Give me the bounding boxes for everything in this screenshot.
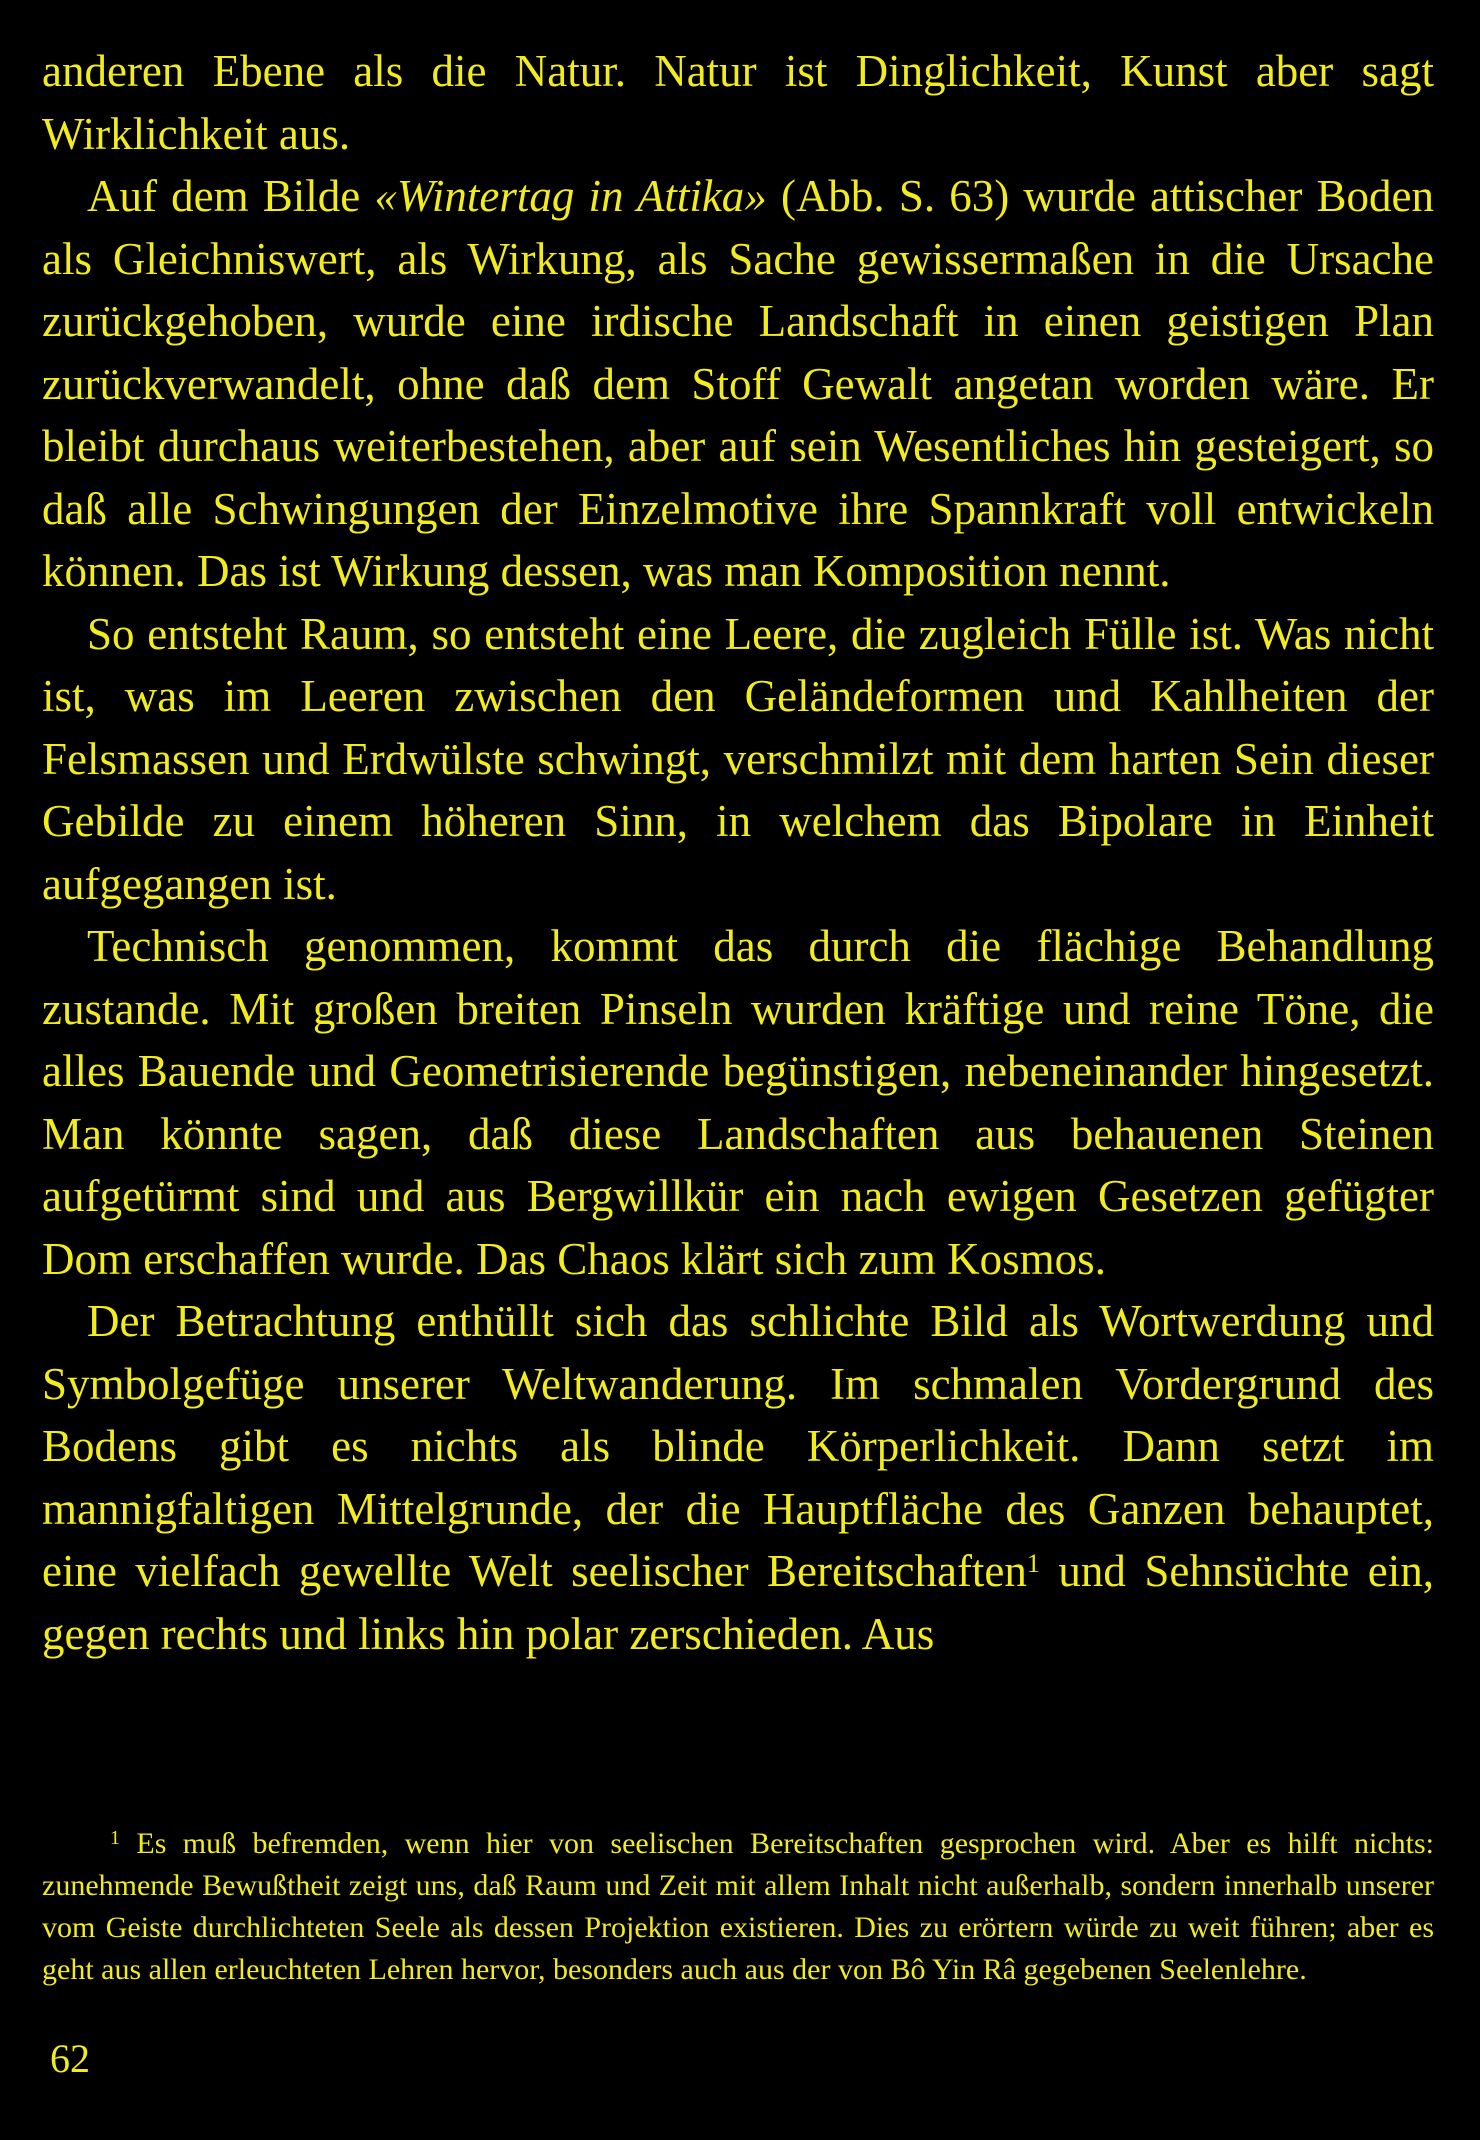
page-number: 62 [50,2036,90,2081]
paragraph-2 [42,165,1434,603]
paragraph-1: anderen Ebene als die Natur. Natur ist Dinglichkeit, Kunst aber sagt Wirklichkeit aus. [42,46,1434,159]
paragraph-2-lead: Auf dem Bilde [87,171,361,221]
artwork-title: «Wintertag in Attika» [374,171,767,221]
paragraph-3: So entsteht Raum, so entsteht eine Leere, die zugleich Fülle ist. Was nicht ist, was im Leeren zwischen den Geländeformen und Kahlheiten der Felsmassen und Erdwülste schwingt, verschmilzt mit dem harten Sein dieser Gebilde zu einem höheren Sinn, in welchem das Bipolare in Einheit aufgegangen ist. [42,608,1434,909]
paragraph-5-end: und Sehnsüchte ein, gegen rechts und links hin polar zerschieden. Aus [42,1546,1435,1659]
footnote-marker: 1 [110,1827,120,1849]
footnote-reference: 1 [1026,1549,1040,1578]
body-text [42,40,1434,1665]
paragraph-2-text: (Abb. S. 63) wurde attischer Boden als Gleichniswert, als Wirkung, als Sache gewissermaßen in die Ursache zurückgehoben, wurde eine irdische Landschaft in einen geistigen Plan zurückverwandelt, ohne daß dem Stoff Gewalt angetan worden wäre. Er bleibt durchaus weiterbestehen, aber auf sein Wesentliches hin gesteigert, so daß alle Schwingungen der Einzelmotive ihre Spannkraft voll entwickeln können. Das ist Wirkung dessen, was man Komposition nennt. [42,171,1435,596]
paragraph-5 [42,1290,1434,1665]
footnote [42,1823,1434,1991]
paragraph-5-text: Der Betrachtung enthüllt sich das schlichte Bild als Wortwerdung und Symbolgefüge unserer Weltwanderung. Im schmalen Vordergrund des Bodens gibt es nichts als blinde Körperlichkeit. Dann setzt im mannigfaltigen Mittelgrunde, der die Hauptfläche des Ganzen behauptet, eine vielfach gewellte Welt seelischer Bereitschaften [42,1296,1434,1596]
paragraph-4: Technisch genommen, kommt das durch die flächige Behandlung zustande. Mit großen breiten Pinseln wurden kräftige und reine Töne, die alles Bauende und Geometrisierende begünstigen, nebeneinander hingesetzt. Man könnte sagen, daß diese Landschaften aus behauenen Steinen aufgetürmt sind und aus Bergwillkür ein nach ewigen Gesetzen gefügter Dom erschaffen wurde. Das Chaos klärt sich zum Kosmos. [42,921,1434,1284]
footnote-text: Es muß befremden, wenn hier von seelischen Bereitschaften gesprochen wird. Aber es hilft nichts: zunehmende Bewußtheit zeigt uns, daß Raum und Zeit mit allem Inhalt nicht außerhalb, sondern innerhalb unserer vom Geiste durchlichteten Seele als dessen Projektion existieren. Dies zu erörtern würde zu weit führen; aber es geht aus allen erleuchteten Lehren hervor, besonders auch aus der von Bô Yin Râ gegebenen Seelenlehre. [42,1827,1434,1986]
